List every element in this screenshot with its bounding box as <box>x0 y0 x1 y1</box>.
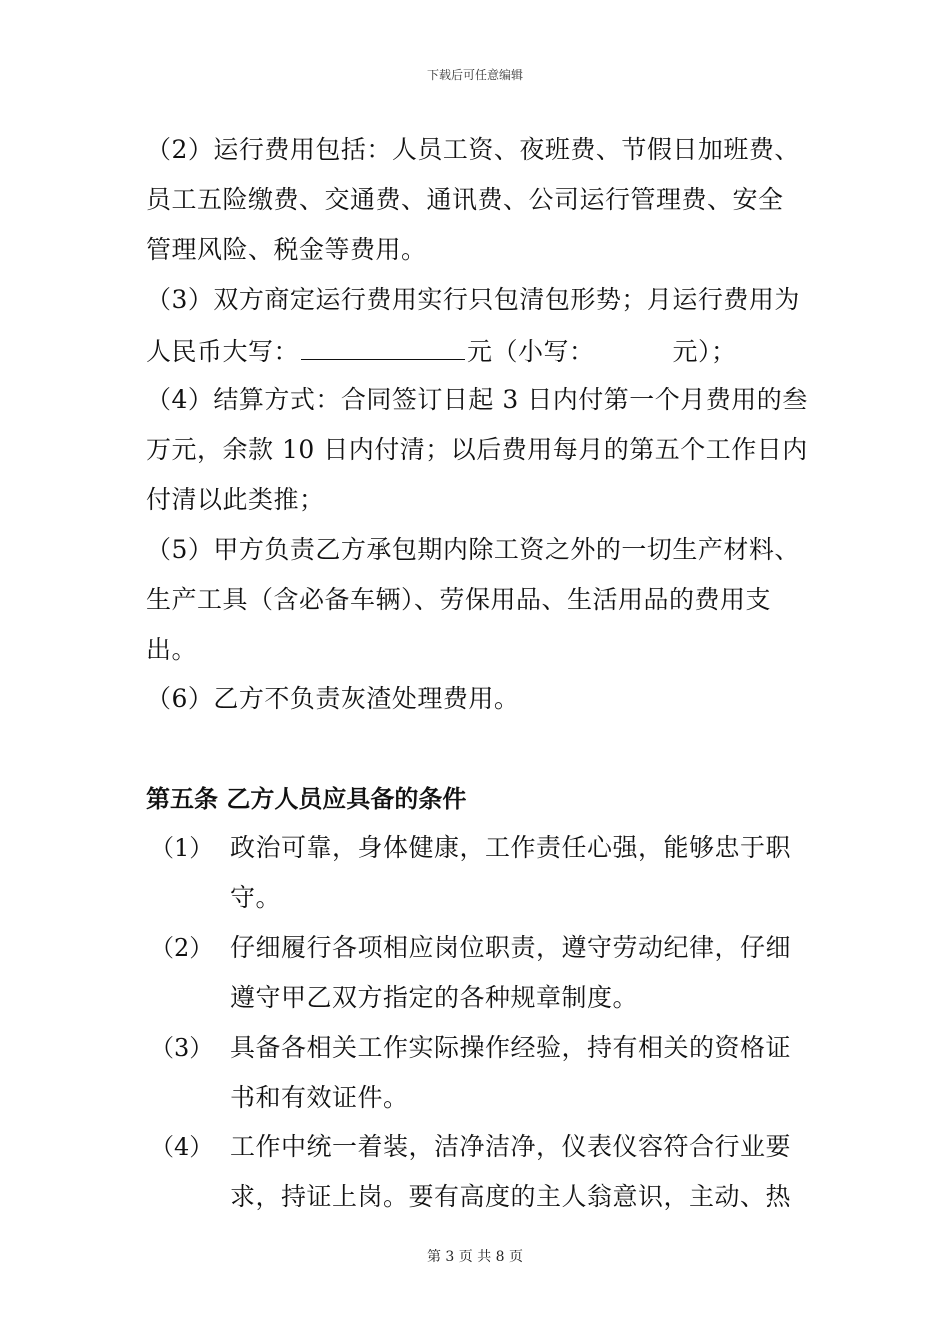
section-5-heading: 第五条 乙方人员应具备的条件 <box>146 785 467 813</box>
clause-5-line-2: 生产工具（含必备车辆）、劳保用品、生活用品的费用支 <box>146 585 772 614</box>
amount-lowercase-label: 元（小写： <box>467 337 595 366</box>
item-3-line-1: 具备各相关工作实际操作经验，持有相关的资格证 <box>230 1033 792 1062</box>
clause-4-line-1: （4）结算方式：合同签订日起 3 日内付第一个月费用的叁 <box>146 385 808 414</box>
item-3-number: （3） <box>150 1034 214 1062</box>
clause-6-line-1: （6）乙方不负责灰渣处理费用。 <box>146 684 520 713</box>
amount-uppercase-blank <box>301 335 465 360</box>
item-4-number: （4） <box>150 1133 214 1161</box>
item-3-line-2: 书和有效证件。 <box>230 1083 409 1112</box>
clause-2-line-3: 管理风险、税金等费用。 <box>146 235 427 264</box>
clause-2-line-2: 员工五险缴费、交通费、通讯费、公司运行管理费、安全 <box>146 185 784 214</box>
item-1-number: （1） <box>150 834 214 862</box>
item-2-line-1: 仔细履行各项相应岗位职责，遵守劳动纪律，仔细 <box>230 933 792 962</box>
item-1-line-1: 政治可靠，身体健康，工作责任心强，能够忠于职 <box>230 833 792 862</box>
clause-3-line-1: （3）双方商定运行费用实行只包清包形势；月运行费用为 <box>146 285 800 314</box>
item-4-line-1: 工作中统一着装，洁净洁净，仪表仪容符合行业要 <box>230 1132 792 1161</box>
page-footer: 第 3 页 共 8 页 <box>426 1249 524 1265</box>
amount-close: 元）； <box>672 337 737 366</box>
item-2-number: （2） <box>150 934 214 962</box>
clause-4-line-3: 付清以此类推； <box>146 485 325 514</box>
header-note: 下载后可任意编辑 <box>426 68 523 82</box>
clause-5-line-3: 出。 <box>146 635 198 664</box>
item-4-line-2: 求，持证上岗。要有高度的主人翁意识，主动、热 <box>230 1182 792 1211</box>
clause-2-line-1: （2）运行费用包括：人员工资、夜班费、节假日加班费、 <box>146 135 800 164</box>
clause-5-line-1: （5）甲方负责乙方承包期内除工资之外的一切生产材料、 <box>146 535 800 564</box>
clause-4-line-2: 万元，余款 10 日内付清；以后费用每月的第五个工作日内 <box>146 435 808 464</box>
clause-3-line-2 <box>146 335 737 367</box>
amount-uppercase-label: 人民币大写： <box>146 337 300 366</box>
item-1-line-2: 守。 <box>230 883 282 912</box>
item-2-line-2: 遵守甲乙双方指定的各种规章制度。 <box>230 983 639 1012</box>
